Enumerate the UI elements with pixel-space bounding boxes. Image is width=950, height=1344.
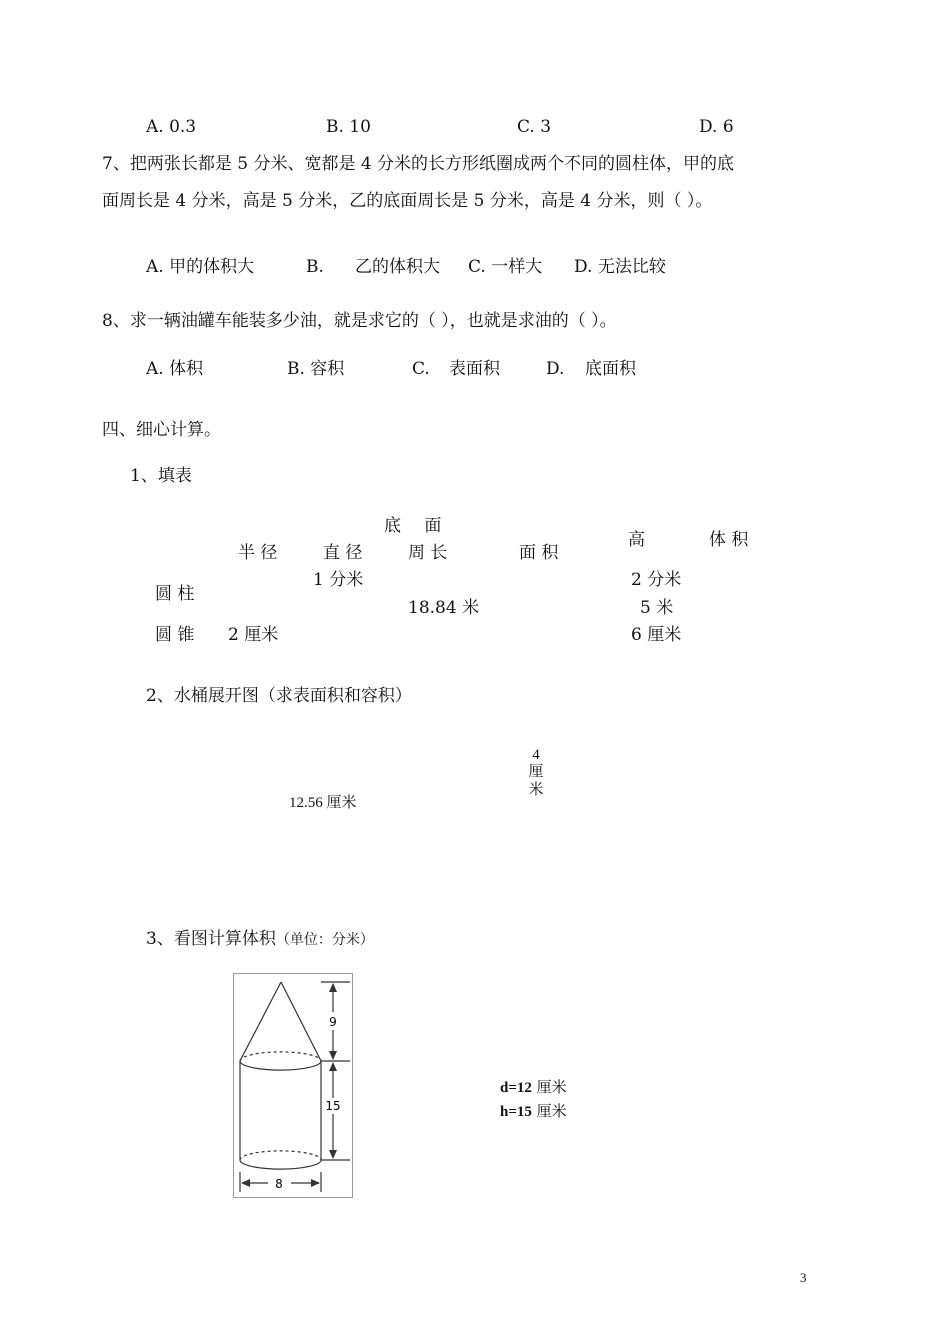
arrow-cyl-up — [329, 1062, 337, 1071]
table-row1-height: 2 分米 — [631, 570, 682, 590]
table-row2-height: 6 厘米 — [631, 625, 682, 645]
cone-cylinder-figure — [233, 973, 353, 1198]
q8-option-c-text: 表面积 — [449, 359, 500, 379]
top-ellipse-back — [240, 1052, 321, 1061]
q7-option-b: B. — [306, 257, 324, 277]
sub3-heading — [146, 929, 374, 950]
q7-option-a: A. 甲的体积大 — [146, 257, 255, 277]
q6-option-c: C. 3 — [517, 117, 552, 137]
bucket-height-unit1: 厘 — [528, 762, 544, 780]
dim-d-line — [500, 1077, 567, 1098]
q6-option-d: D. 6 — [699, 117, 734, 137]
table-header-diameter: 直 径 — [323, 543, 363, 563]
top-ellipse-front — [240, 1061, 321, 1070]
cone-right-edge — [281, 982, 321, 1061]
q7-text-line2: 面周长是 4 分米，高是 5 分米，乙的底面周长是 5 分米，高是 4 分米，则（ ）。 — [102, 191, 713, 211]
q6-option-b: B. 10 — [326, 117, 371, 137]
table-header-height: 高 — [628, 530, 645, 550]
q7-option-b-text: 乙的体积大 — [355, 257, 440, 277]
arrow-cyl-down — [329, 1150, 337, 1159]
table-row1-diameter: 1 分米 — [313, 570, 364, 590]
q8-option-b: B. 容积 — [287, 359, 345, 379]
table-row1b-circumference: 18.84 米 — [408, 598, 480, 618]
dim-h-line — [500, 1101, 567, 1122]
table-header-base-bottom: 周 长 — [408, 543, 448, 563]
table-row1-label: 圆 柱 — [155, 584, 195, 604]
dim-d-unit: 厘米 — [536, 1078, 567, 1096]
arrow-base-left — [241, 1179, 250, 1187]
table-row2-radius: 2 厘米 — [228, 625, 279, 645]
table-header-radius: 半 径 — [238, 543, 278, 563]
bucket-height-label — [528, 748, 544, 796]
q8-option-d: D. — [546, 359, 565, 379]
arrow-base-right — [311, 1179, 320, 1187]
cone-left-edge — [240, 982, 281, 1061]
bottom-ellipse-front — [240, 1160, 321, 1169]
table-row1b-height: 5 米 — [640, 598, 674, 618]
q8-option-d-text: 底面积 — [585, 359, 636, 379]
cylinder-height-label: 15 — [325, 1099, 341, 1113]
q7-text-line1: 7、把两张长都是 5 分米、宽都是 4 分米的长方形纸圈成两个不同的圆柱体，甲的底 — [102, 154, 735, 174]
q7-option-c: C. 一样大 — [468, 257, 543, 277]
diameter-label: 8 — [275, 1177, 283, 1191]
table-header-area: 面 积 — [519, 543, 559, 563]
q8-option-a: A. 体积 — [146, 359, 204, 379]
q8-option-c: C. — [412, 359, 430, 379]
cone-cylinder-drawing — [234, 974, 352, 1197]
q8-question: 8、求一辆油罐车能装多少油，就是求它的（ ），也就是求油的（ ）。 — [102, 311, 617, 331]
table-header-base-top: 底 面 — [384, 516, 442, 536]
table-row2-label: 圆 锥 — [155, 625, 195, 645]
sub3-heading-text: 3、看图计算体积 — [146, 929, 276, 949]
section-heading: 四、细心计算。 — [102, 420, 221, 440]
bucket-circumference-label: 12.56 厘米 — [289, 795, 357, 811]
bucket-height-unit2: 米 — [528, 780, 544, 798]
dim-h-label: h=15 — [500, 1104, 532, 1120]
sub1-heading: 1、填表 — [130, 466, 192, 486]
bucket-height-number: 4 — [532, 747, 540, 763]
dim-h-unit: 厘米 — [536, 1102, 567, 1120]
bottom-ellipse-back — [240, 1151, 321, 1160]
arrow-cone-down — [329, 1051, 337, 1060]
cone-height-label: 9 — [329, 1015, 337, 1029]
table-header-volume: 体 积 — [709, 530, 749, 550]
q7-option-d: D. 无法比较 — [574, 257, 666, 277]
q6-option-a: A. 0.3 — [146, 117, 197, 137]
page-number: 3 — [800, 1270, 807, 1285]
arrow-cone-up — [329, 983, 337, 992]
sub3-unit: （单位：分米） — [275, 932, 374, 948]
dim-d-label: d=12 — [500, 1080, 532, 1096]
sub2-heading: 2、水桶展开图（求表面积和容积） — [146, 686, 412, 706]
